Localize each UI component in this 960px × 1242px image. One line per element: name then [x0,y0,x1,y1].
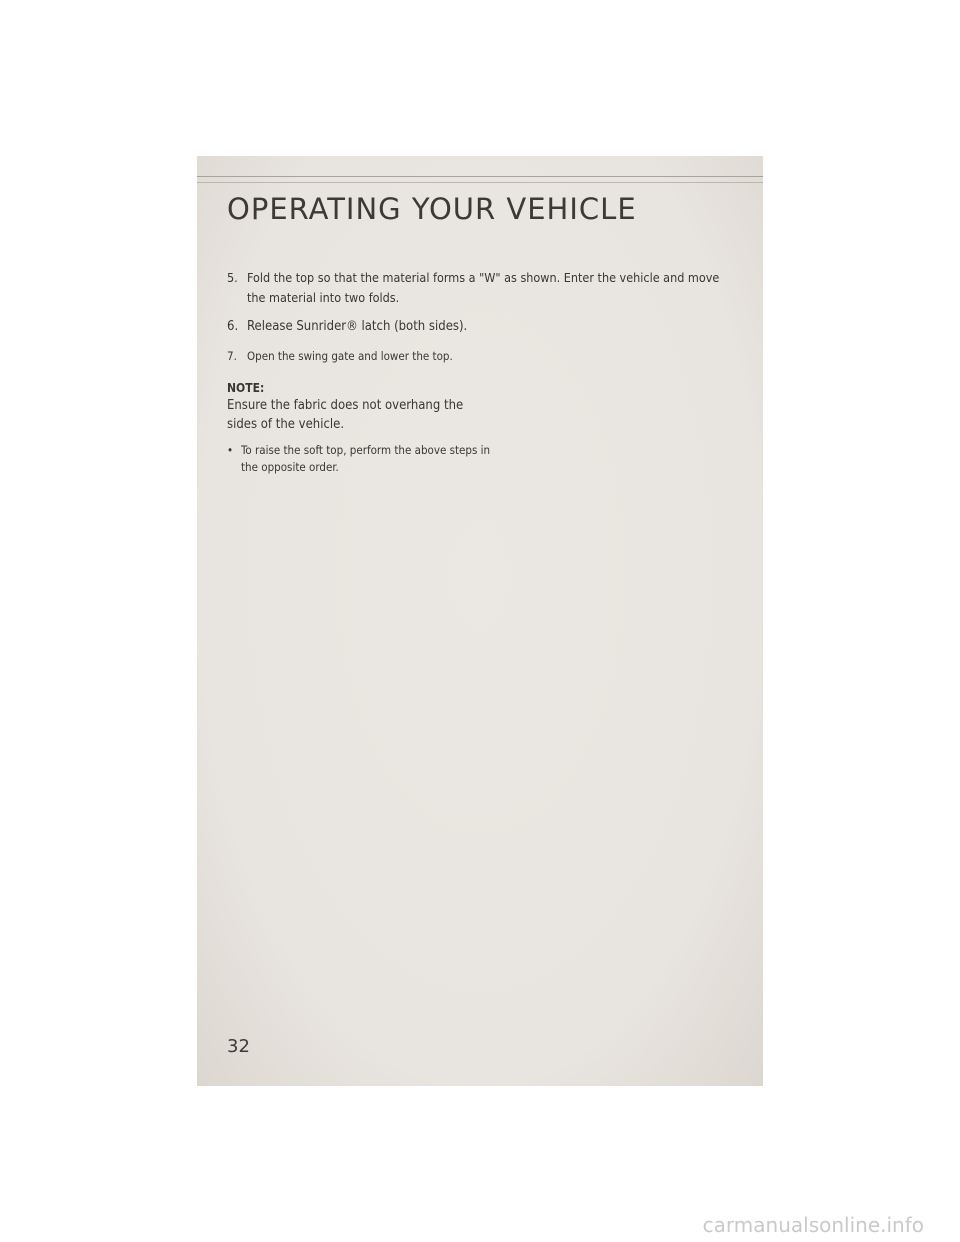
step-text-line2: the material into two folds. [247,290,400,305]
step-6 [227,317,737,337]
section-title: OPERATING YOUR VEHICLE [227,192,637,226]
step-text: Open the swing gate and lower the top. [247,349,453,363]
watermark: carmanualsonline.info [702,1213,924,1237]
note-label: NOTE: [227,381,265,395]
step-number: 5. [227,270,238,285]
header-rule [197,176,763,177]
instructions-content [227,268,737,476]
step-number: 6. [227,319,239,334]
page-number: 32 [227,1036,250,1057]
bullet-text: To raise the soft top, perform the above steps in the opposite order. [241,443,491,474]
bullet-item [227,442,491,476]
note-body: Ensure the fabric does not overhang the sides of the vehicle. [227,398,464,432]
step-7 [227,346,737,366]
content-panel [197,156,763,1086]
step-text: Release Sunrider® latch (both sides). [247,319,468,334]
header-rule-secondary [197,182,763,183]
step-5 [227,268,737,308]
step-text-line1: Fold the top so that the material forms a "W" as shown. Enter the vehicle and move [247,270,720,285]
step-number: 7. [227,349,237,363]
bullet-symbol: • [227,443,234,457]
